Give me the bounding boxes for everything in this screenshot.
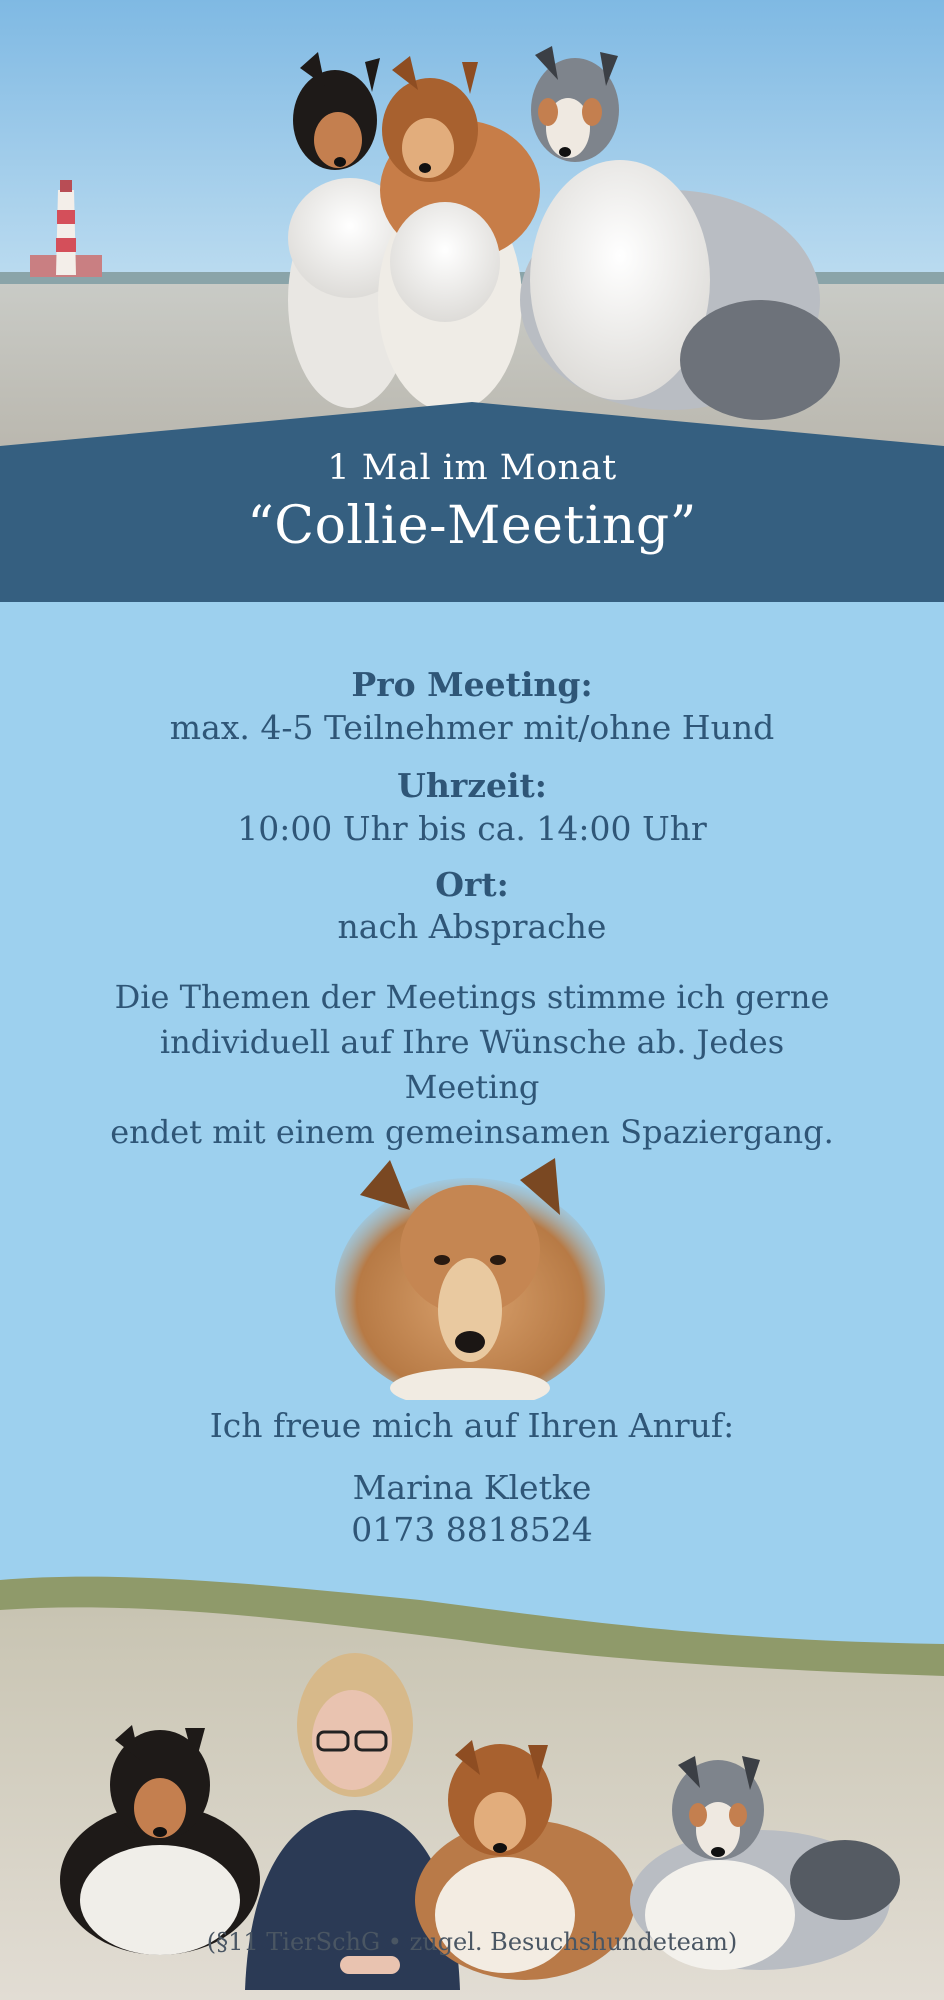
- detail-heading-time: Uhrzeit:: [397, 766, 547, 805]
- detail-value-time: 10:00 Uhr bis ca. 14:00 Uhr: [237, 809, 707, 848]
- description-line-3: endet mit einem gemeinsamen Spaziergang.: [110, 1113, 834, 1151]
- contact-lead-text: Ich freue mich auf Ihren Anruf:: [209, 1406, 735, 1445]
- description-line-2: individuell auf Ihre Wünsche ab. Jedes Meeting: [159, 1023, 785, 1106]
- footer-note: (§11 TierSchG • zugel. Besuchshundeteam): [206, 1928, 738, 1956]
- detail-heading-location: Ort:: [435, 865, 509, 904]
- detail-heading-participants: Pro Meeting:: [351, 665, 593, 704]
- contact-name: Marina Kletke: [352, 1468, 592, 1507]
- detail-value-participants: max. 4-5 Teilnehmer mit/ohne Hund: [169, 708, 775, 747]
- description-paragraph: [90, 975, 854, 1155]
- banner-subtitle: 1 Mal im Monat: [327, 448, 617, 488]
- contact-phone: 0173 8818524: [351, 1510, 593, 1549]
- description-line-1: Die Themen der Meetings stimme ich gerne: [114, 978, 830, 1016]
- collie-head-photo: [330, 1140, 610, 1400]
- banner-title: “Collie-Meeting”: [247, 496, 697, 556]
- top-photo-three-collies-beach: [0, 0, 944, 460]
- top-photo-illustration: [0, 0, 944, 460]
- detail-value-location: nach Absprache: [337, 907, 607, 946]
